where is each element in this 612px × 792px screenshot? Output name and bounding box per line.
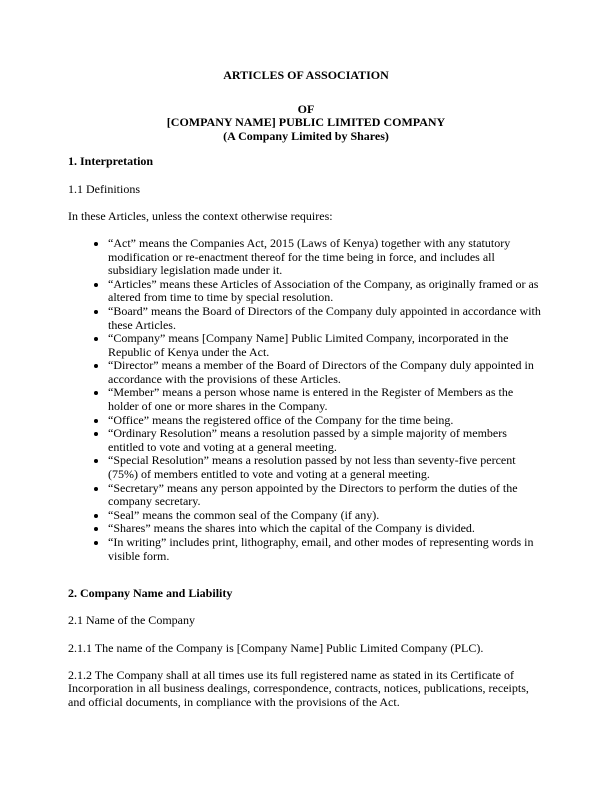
clause-2-1-1: 2.1.1 The name of the Company is [Company Name] Public Limited Company (PLC). <box>68 640 484 655</box>
section-1-subheading: 1.1 Definitions <box>68 181 140 196</box>
definition-secretary: • “Secretary” means any person appointed by the Directors to perform the duties of the company secretary. <box>108 482 544 509</box>
subtitle-company-type: (A Company Limited by Shares) <box>223 128 389 143</box>
clause-2-1-2: 2.1.2 The Company shall at all times use its full registered name as stated in its Certificate of Incorporation in all business dealings, correspondence, contracts, notices, publications, receipts, and official documents, in compliance with the provisions of the Act. <box>68 667 529 709</box>
definition-act: • “Act” means the Companies Act, 2015 (Laws of Kenya) together with any statutory modification or re-enactment thereof for the time being in force, and includes all subsidiary legislation made under it. <box>108 237 544 278</box>
definition-member: • “Member” means a person whose name is entered in the Register of Members as the holder of one or more shares in the Company. <box>108 386 544 413</box>
definition-special-resolution: • “Special Resolution” means a resolution passed by not less than seventy-five percent (75%) of members entitled to vote and voting at a general meeting. <box>108 454 544 481</box>
section-2-subheading: 2.1 Name of the Company <box>68 613 195 628</box>
definition-in-writing: • “In writing” includes print, lithography, email, and other modes of representing words in visible form. <box>108 536 544 563</box>
document-subtitle-block <box>68 103 544 144</box>
definition-company: • “Company” means [Company Name] Public Limited Company, incorporated in the Republic of Kenya under the Act. <box>108 332 544 359</box>
subtitle-of: OF <box>297 101 315 116</box>
section-1-heading: 1. Interpretation <box>68 154 154 169</box>
definitions-list <box>68 237 544 563</box>
definitions-intro: In these Articles, unless the context otherwise requires: <box>68 208 333 223</box>
definition-office: • “Office” means the registered office of the Company for the time being. <box>108 414 544 428</box>
definition-board: • “Board” means the Board of Directors of the Company duly appointed in accordance with these Articles. <box>108 305 544 332</box>
document-title: ARTICLES OF ASSOCIATION <box>223 68 389 82</box>
definition-director: • “Director” means a member of the Board of Directors of the Company duly appointed in accordance with the provisions of these Articles. <box>108 359 544 386</box>
definition-articles: • “Articles” means these Articles of Association of the Company, as originally framed or as altered from time to time by special resolution. <box>108 278 544 305</box>
definition-ordinary-resolution: • “Ordinary Resolution” means a resolution passed by a simple majority of members entitled to vote and voting at a general meeting. <box>108 427 544 454</box>
subtitle-company-name: [COMPANY NAME] PUBLIC LIMITED COMPANY <box>166 115 446 130</box>
definition-shares: • “Shares” means the shares into which the capital of the Company is divided. <box>108 522 544 536</box>
section-2-heading: 2. Company Name and Liability <box>68 586 233 601</box>
definition-seal: • “Seal” means the common seal of the Company (if any). <box>108 509 544 523</box>
